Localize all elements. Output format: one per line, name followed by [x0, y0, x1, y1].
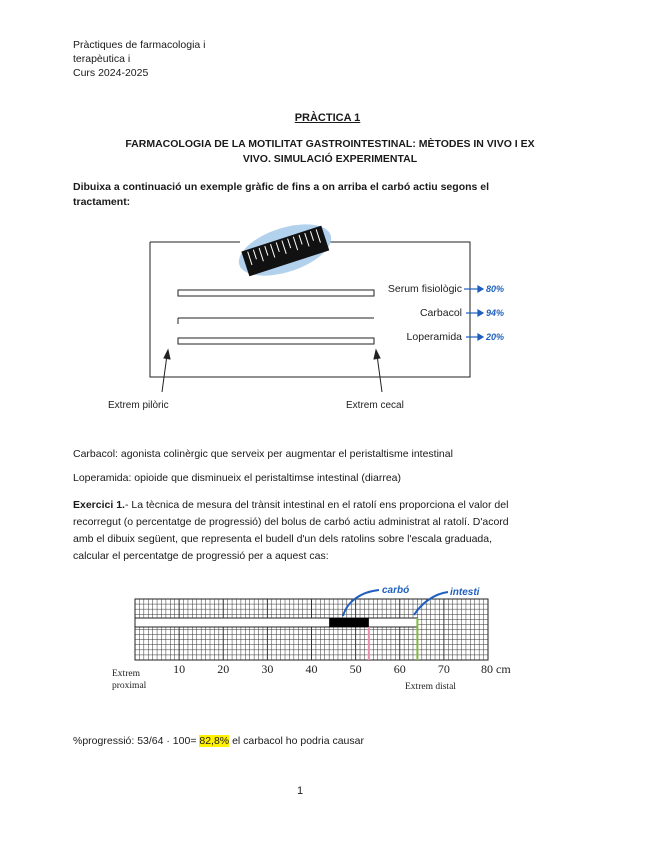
carbo-annotation: carbó [382, 585, 410, 596]
intestine-strip [135, 618, 417, 627]
scale-tick-label: 20 [217, 662, 230, 676]
annotation-carbacol: 94% [486, 308, 505, 318]
graduated-scale-figure [105, 582, 525, 694]
header-line-3: Curs 2024-2025 [73, 67, 149, 79]
row-label-loperamida: Loperamida [406, 331, 462, 343]
subtitle-line-2: VIVO. SIMULACIÓ EXPERIMENTAL [242, 153, 418, 165]
carbacol-definition: Carbacol: agonista colinèrgic que serveix per augmentar el peristaltisme intestinal [73, 448, 453, 460]
intestine-serum [178, 290, 374, 296]
scale-tick-label: 30 [261, 662, 274, 676]
annotation-arrows [464, 286, 483, 340]
carbo-pointer-arrow [343, 590, 379, 616]
page-subtitle [80, 137, 580, 167]
scale-tick-label: 80 cm [481, 662, 511, 676]
result-value: 82,8% [199, 735, 230, 747]
annotation-loperamida: 20% [486, 332, 505, 342]
scale-tick-label: 60 [393, 662, 406, 676]
scale-grid [135, 599, 488, 660]
subtitle-line-1: FARMACOLOGIA DE LA MOTILITAT GASTROINTESTINAL: MÈTODES IN VIVO I EX [125, 138, 535, 150]
proximal-label-1: Extrem [112, 669, 140, 679]
loperamida-definition: Loperamida: opioide que disminueix el peristaltimse intestinal (diarrea) [73, 472, 402, 484]
instruction-text: Dibuixa a continuació un exemple gràfic de fins a on arriba el carbó actiu segons el tractament: [73, 181, 490, 208]
carbon-bolus [329, 618, 369, 627]
result-suffix: el carbacol ho podria causar [229, 735, 364, 747]
intesti-pointer-arrow [414, 592, 448, 615]
intestine-carbacol [178, 318, 374, 324]
distal-label: Extrem distal [405, 682, 456, 692]
right-end-label: Extrem cecal [346, 400, 404, 411]
page-number: 1 [296, 785, 304, 797]
exercise-paragraph [73, 497, 528, 565]
header-line-1: Pràctiques de farmacologia i [73, 39, 206, 51]
intesti-annotation: intesti [450, 587, 480, 598]
proximal-label-2: proximal [112, 681, 147, 691]
intestine-loperamida [178, 338, 374, 344]
scale-tick-label: 50 [349, 662, 362, 676]
end-pointers [162, 350, 382, 392]
document-header [73, 38, 206, 80]
annotation-serum: 80% [486, 284, 505, 294]
scale-tick-labels [173, 662, 511, 676]
ruler-icon [233, 214, 338, 286]
exercise-label: Exercici 1. [73, 499, 125, 511]
row-label-serum: Serum fisiològic [387, 283, 462, 295]
intestine-transit-figure [100, 212, 520, 417]
result-line [73, 733, 573, 750]
scale-tick-label: 10 [173, 662, 186, 676]
page-title: PRÀCTICA 1 [294, 112, 361, 124]
left-end-label: Extrem pilòric [108, 400, 169, 411]
scale-tick-label: 70 [437, 662, 450, 676]
row-label-carbacol: Carbacol [419, 307, 462, 319]
result-prefix: %progressió: 53/64 · 100= [73, 735, 200, 747]
exercise-text: - La tècnica de mesura del trànsit intestinal en el ratolí ens proporciona el valor del recorregut (o percentatge de progressió) del bolus de carbó actiu administrat al ratolí. D'acord amb el dibuix següent, que representa el budell d'un dels ratolins sobre l'escala graduada, calcular el percentatge de progressió per a aquest cas: [73, 499, 509, 562]
scale-tick-label: 40 [305, 662, 318, 676]
header-line-2: terapèutica i [73, 53, 131, 65]
